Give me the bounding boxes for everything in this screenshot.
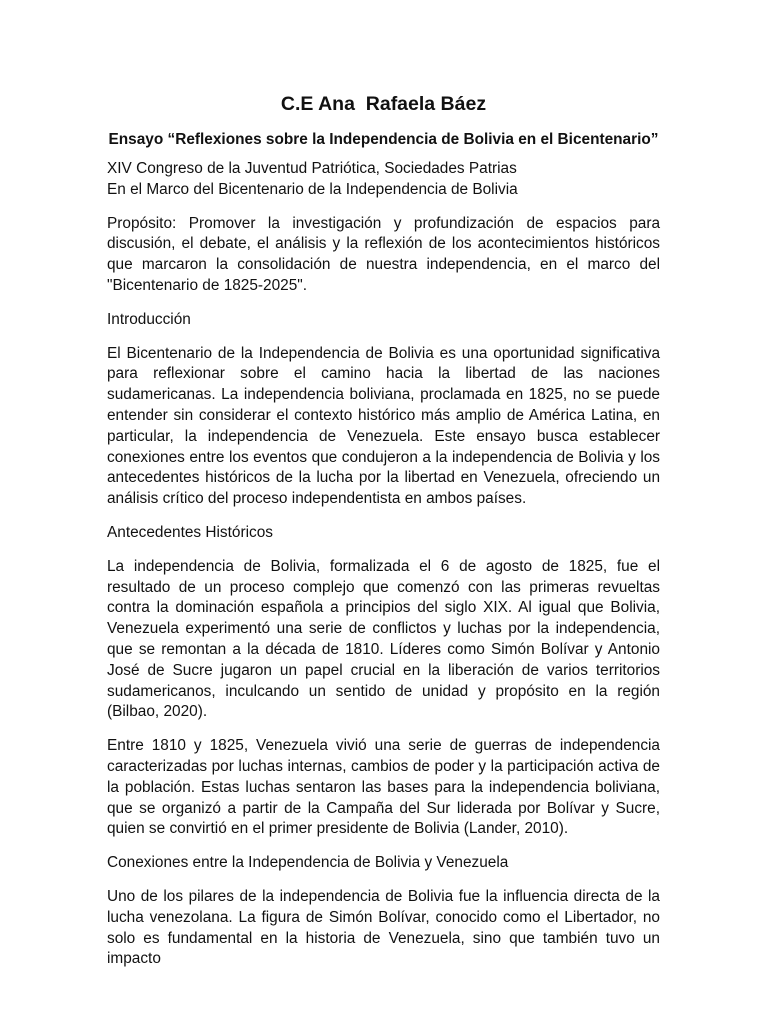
introduction-paragraph: El Bicentenario de la Independencia de Bolivia es una oportunidad significativa para reflexionar sobre el camino hacia la libertad de las naciones sudamericanas. La independencia boliviana, proclamada en 1825, no se puede entender sin considerar el contexto histórico más amplio de América Latina, en particular, la independencia de Venezuela. Este ensayo busca establecer conexiones entre los eventos que condujeron a la independencia de Bolivia y los antecedentes históricos de la lucha por la libertad en Venezuela, ofreciendo un análisis crítico del proceso independentista en ambos países. [107,344,660,508]
section-heading-antecedents: Antecedentes Históricos [107,523,273,541]
document-title: C.E Ana Rafaela Báez [280,93,487,115]
congress-line: XIV Congreso de la Juventud Patriótica, Sociedades Patrias [107,160,517,177]
antecedents-paragraph-2: Entre 1810 y 1825, Venezuela vivió una serie de guerras de independencia caracterizadas por luchas internas, cambios de poder y la participación activa de la población. Estas luchas sentaron las bases para la independencia boliviana, que se organizó a partir de la Campaña del Sur liderada por Bolívar y Sucre, quien se convirtió en el primer presidente de Bolivia (Lander, 2010). [107,737,660,838]
section-heading-connections: Conexiones entre la Independencia de Bolivia y Venezuela [107,854,509,872]
connections-paragraph: Uno de los pilares de la independencia de Bolivia fue la influencia directa de la lucha venezolana. La figura de Simón Bolívar, conocido como el Libertador, no solo es fundamental en la historia de Venezuela, sino que también tuvo un impacto [107,887,660,968]
bicentennial-line: En el Marco del Bicentenario de la Independencia de Bolivia [107,180,518,198]
congress-info [107,159,660,201]
section-heading-introduction: Introducción [107,310,191,328]
essay-subtitle: Ensayo “Reflexiones sobre la Independencia de Bolivia en el Bicentenario” [108,131,659,148]
purpose-paragraph: Propósito: Promover la investigación y profundización de espacios para discusión, el debate, el análisis y la reflexión de los acontecimientos históricos que marcaron la consolidación de nuestra independencia, en el marco del "Bicentenario de 1825-2025". [107,214,660,294]
antecedents-paragraph-1: La independencia de Bolivia, formalizada el 6 de agosto de 1825, fue el resultado de un proceso complejo que comenzó con las primeras revueltas contra la dominación española a principios del siglo XIX. Al igual que Bolivia, Venezuela experimentó una serie de conflictos y luchas por la independencia, que se remontan a la década de 1810. Líderes como Simón Bolívar y Antonio José de Sucre jugaron un papel crucial en la liberación de varios territorios sudamericanos, inculcando un sentido de unidad y propósito en la región (Bilbao, 2020). [107,557,660,721]
